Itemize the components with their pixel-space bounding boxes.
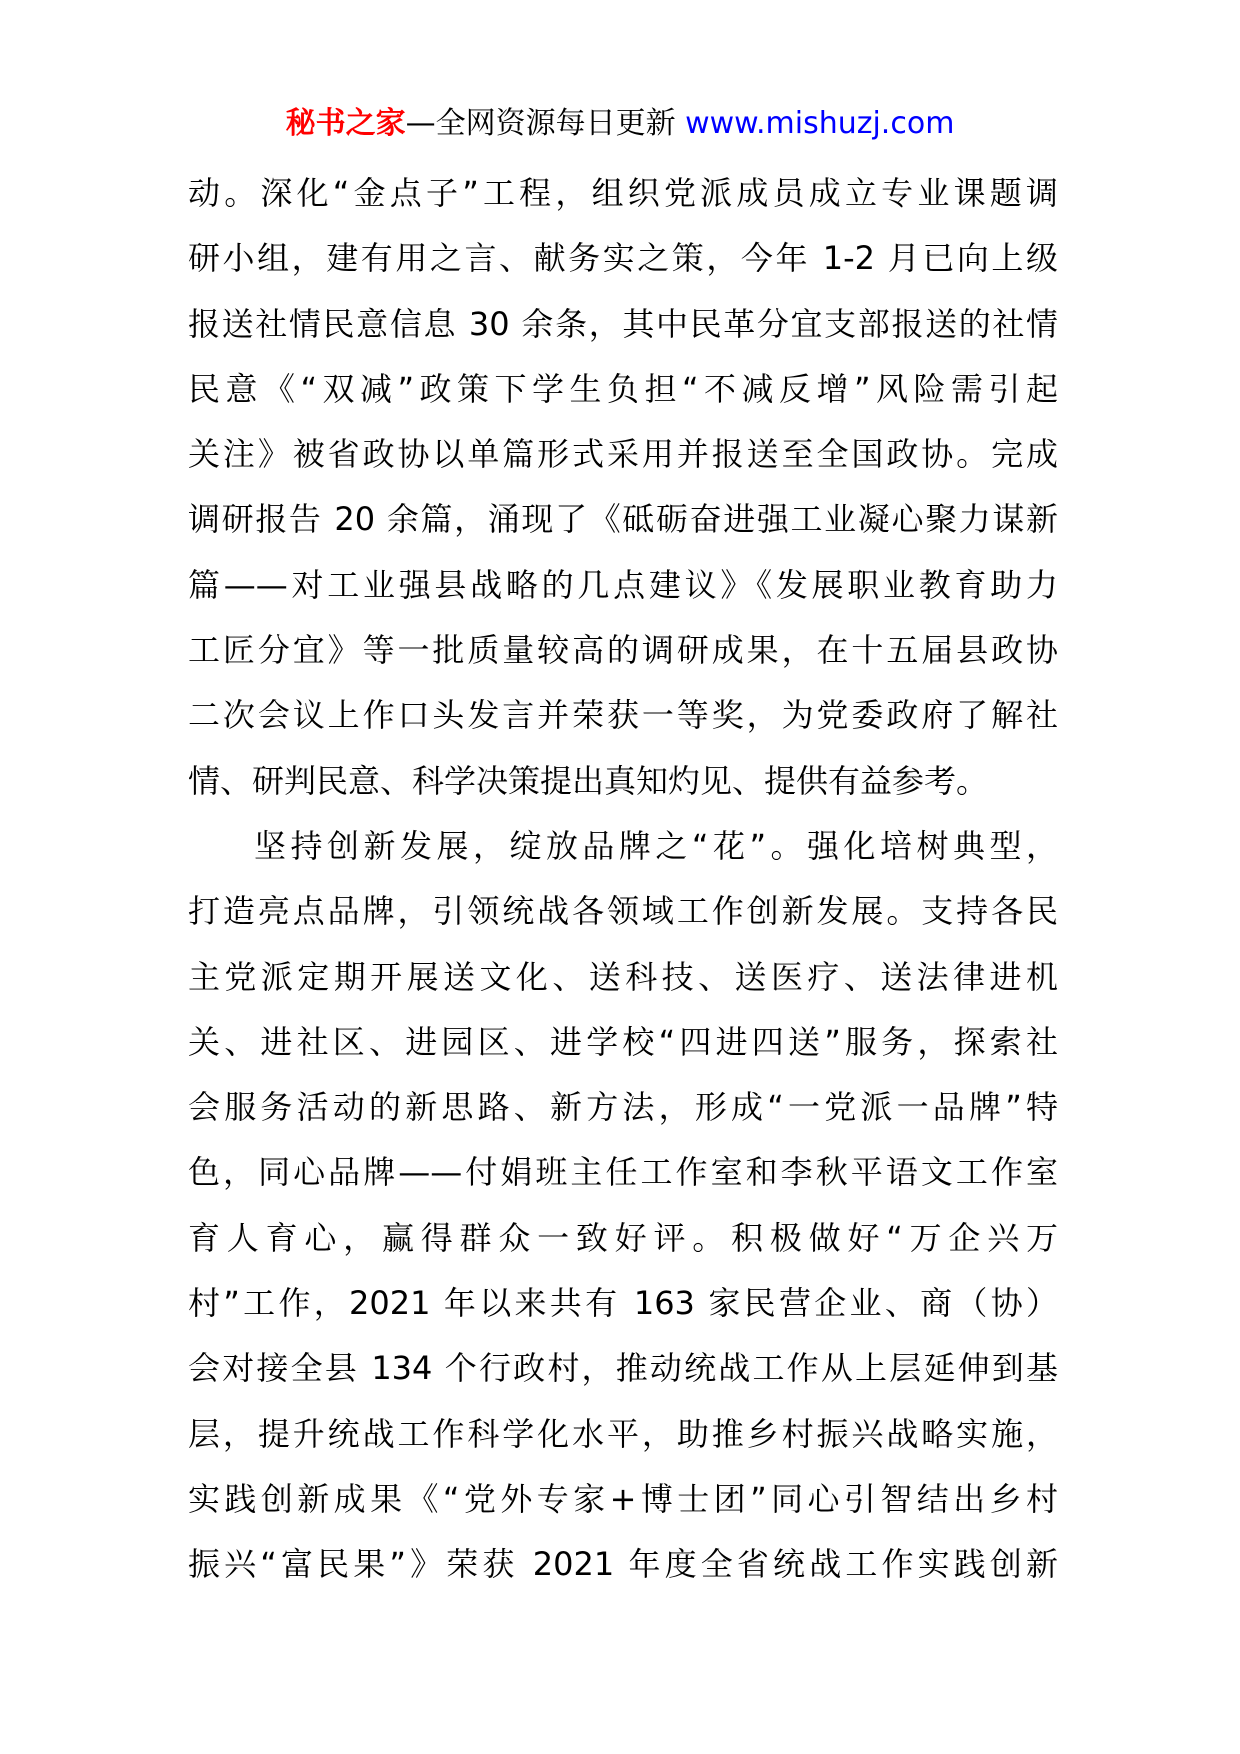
text-line: 研小组，建有用之言、献务实之策，今年 1-2 月已向上级 — [188, 239, 1058, 278]
text-line: 实践创新成果《“党外专家+博士团”同心引智结出乡村 — [188, 1479, 1058, 1518]
text-line: 动。深化“金点子”工程，组织党派成员成立专业课题调 — [188, 174, 1058, 212]
text-line: 情、研判民意、科学决策提出真知灼见、提供有益参考。 — [188, 761, 989, 800]
text-line: 打造亮点品牌，引领统战各领域工作创新发展。支持各民 — [188, 892, 1058, 931]
text-line: 育人育心，赢得群众一致好评。积极做好“万企兴万 — [188, 1218, 1058, 1257]
text-line: 篇——对工业强县战略的几点建议》《发展职业教育助力 — [188, 565, 1058, 604]
site-url[interactable]: www.mishuzj.com — [675, 106, 955, 141]
text-line: 色，同心品牌——付娟班主任工作室和李秋平语文工作室 — [188, 1153, 1058, 1192]
text-line: 民意《“双减”政策下学生负担“不减反增”风险需引起 — [188, 369, 1058, 408]
paragraph-2 — [188, 814, 1058, 1598]
text-line: 会服务活动的新思路、新方法，形成“一党派一品牌”特 — [188, 1088, 1058, 1127]
text-line: 二次会议上作口头发言并荣获一等奖，为党委政府了解社 — [188, 696, 1058, 735]
site-tagline: —全网资源每日更新 — [405, 106, 676, 141]
text-line: 主党派定期开展送文化、送科技、送医疗、送法律进机 — [188, 957, 1058, 996]
document-body — [188, 161, 1058, 1598]
text-line: 报送社情民意信息 30 余条，其中民革分宜支部报送的社情 — [188, 304, 1058, 343]
text-line: 工匠分宜》等一批质量较高的调研成果，在十五届县政协 — [188, 631, 1058, 670]
paragraph-1 — [188, 161, 1058, 814]
text-line: 调研报告 20 余篇，涌现了《砥砺奋进强工业凝心聚力谋新 — [188, 500, 1058, 539]
text-line: 村”工作，2021 年以来共有 163 家民营企业、商（协） — [188, 1284, 1058, 1323]
page-header — [0, 104, 1240, 144]
text-line: 关、进社区、进园区、进学校“四进四送”服务，探索社 — [188, 1022, 1058, 1061]
site-brand: 秘书之家 — [285, 106, 406, 141]
text-line: 坚持创新发展，绽放品牌之“花”。强化培树典型， — [254, 826, 1058, 865]
text-line: 关注》被省政协以单篇形式采用并报送至全国政协。完成 — [188, 435, 1058, 474]
text-line: 层，提升统战工作科学化水平，助推乡村振兴战略实施， — [188, 1414, 1058, 1453]
text-line: 振兴“富民果”》荣获 2021 年度全省统战工作实践创新 — [188, 1545, 1058, 1584]
text-line: 会对接全县 134 个行政村，推动统战工作从上层延伸到基 — [188, 1349, 1058, 1388]
